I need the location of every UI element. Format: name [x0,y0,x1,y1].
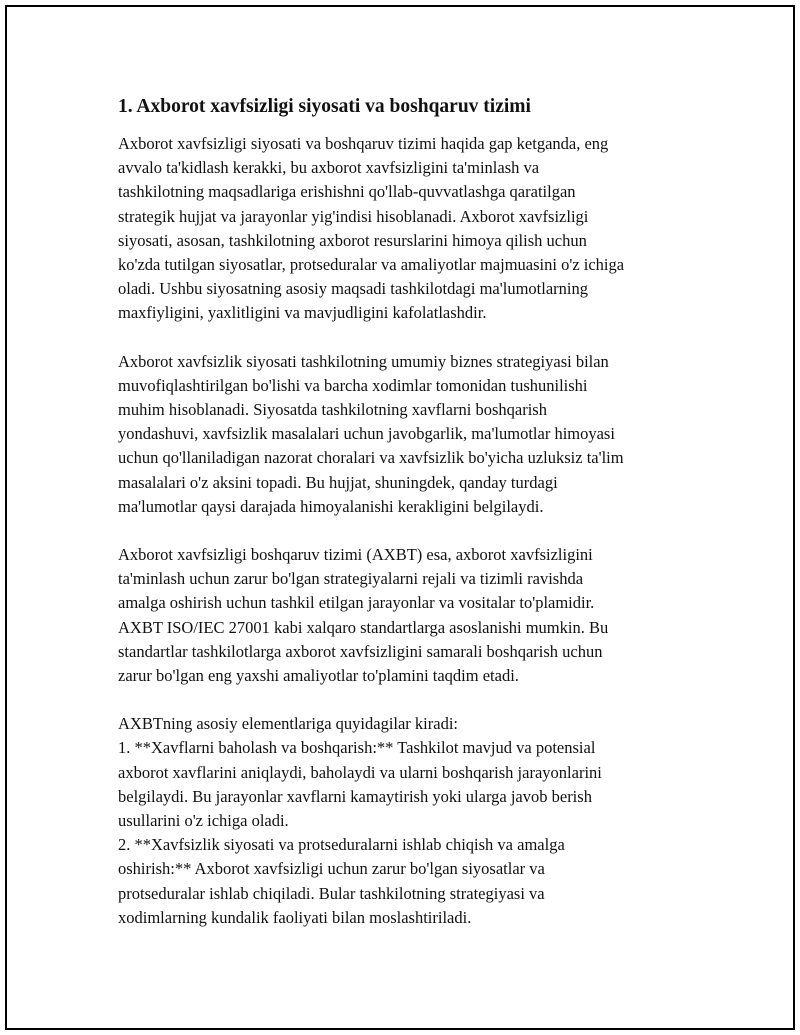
paragraph-axbt-definition: Axborot xavfsizligi boshqaruv tizimi (AXBT) esa, axborot xavfsizligini ta'minlash uchun zarur bo'lgan strategiyalarni rejali va tizimli ravishda amalga oshirish uchun tashkil etilgan jarayonlar va vositalar to'plamidir. AXBT ISO/IEC 27001 kabi xalqaro standartlarga asoslanishi mumkin. Bu standartlar tashkilotlarga axborot xavfsizligini samarali boshqarish uchun zarur bo'lgan eng yaxshi amaliyotlar to'plamini taqdim etadi. [118,545,609,686]
paragraph-axbt-elements: AXBTning asosiy elementlariga quyidagilar kiradi: 1. **Xavflarni baholash va boshqarish:** Tashkilot mavjud va potensial axborot xavflarini aniqlaydi, baholaydi va ularni boshqarish jarayonlarini belgilaydi. Bu jarayonlar xavflarni kamaytirish yoki ularga javob berish usullarini o'z ichiga oladi. 2. **Xavfsizlik siyosati va protseduralarni ishlab chiqish va amalga oshirish:** Axborot xavfsizligi uchun zarur bo'lgan siyosatlar va protseduralar ishlab chiqiladi. Bular tashkilotning strategiyasi va xodimlarning kundalik faoliyati bilan moslashtiriladi. [118,714,602,927]
document-page [5,5,795,1030]
document-body [118,95,693,930]
paragraph-policy-strategy: Axborot xavfsizlik siyosati tashkilotning umumiy biznes strategiyasi bilan muvofiqlashtirilgan bo'lishi va barcha xodimlar tomonidan tushunilishi muhim hisoblanadi. Siyosatda tashkilotning xavflarni boshqarish yondashuvi, xavfsizlik masalalari uchun javobgarlik, ma'lumotlar himoyasi uchun qo'llaniladigan nazorat choralari va xavfsizlik bo'yicha uzluksiz ta'lim masalalari o'z aksini topadi. Bu hujjat, shuningdek, qanday turdagi ma'lumotlar qaysi darajada himoyalanishi kerakligini belgilaydi. [118,351,624,516]
section-heading: 1. Axborot xavfsizligi siyosati va boshqaruv tizimi [118,96,531,117]
paragraph-intro: Axborot xavfsizligi siyosati va boshqaruv tizimi haqida gap ketganda, eng avvalo ta'kidlash kerakki, bu axborot xavfsizligini ta'minlash va tashkilotning maqsadlariga erishishni qo'llab-quvvatlashga qaratilgan strategik hujjat va jarayonlar yig'indisi hisoblanadi. Axborot xavfsizligi siyosati, asosan, tashkilotning axborot resurslarini himoya qilish uchun ko'zda tutilgan siyosatlar, protseduralar va amaliyotlar majmuasini o'z ichiga oladi. Ushbu siyosatning asosiy maqsadi tashkilotdagi ma'lumotlarning maxfiyligini, yaxlitligini va mavjudligini kafolatlashdir. [118,134,625,323]
